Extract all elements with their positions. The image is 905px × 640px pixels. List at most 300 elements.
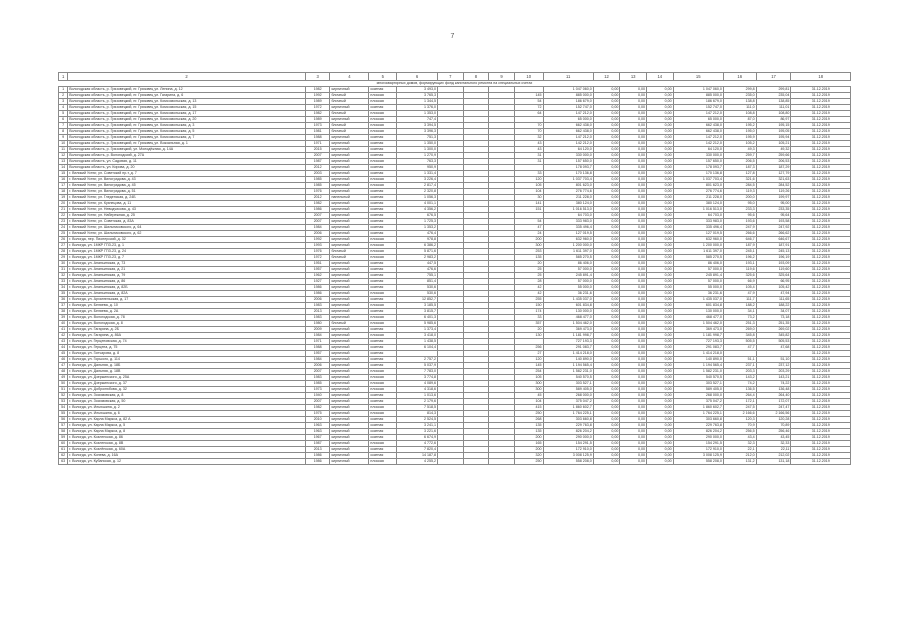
- table-cell: г. Вологда, ул. Архангельская, д. 17: [68, 297, 306, 303]
- table-cell: 1986: [305, 453, 330, 459]
- table-cell: 187,91: [756, 243, 791, 249]
- table-cell: кирпичный: [330, 183, 369, 189]
- table-cell: кирпичный: [330, 219, 369, 225]
- table-cell: 0,00: [620, 243, 647, 249]
- table-cell: 1 013,6: [397, 393, 438, 399]
- table-cell: 0,00: [620, 183, 647, 189]
- table-cell: 23: [59, 219, 68, 225]
- table-cell: г. Вологда, пер. Пионерский, д. 32: [68, 237, 306, 243]
- table-cell: 1973: [305, 387, 330, 393]
- table-cell: 131,2: [723, 459, 756, 465]
- table-cell: кирпичный: [330, 435, 369, 441]
- table-cell: 0,00: [647, 111, 674, 117]
- table-cell: 276 774,6: [543, 189, 593, 195]
- table-cell: 31.12.2019: [791, 441, 851, 447]
- table-cell: 0,00: [593, 279, 620, 285]
- table-cell: 31.12.2019: [791, 363, 851, 369]
- table-cell: 247,5: [723, 405, 756, 411]
- table-cell: 188,2: [723, 303, 756, 309]
- table-cell: 6 674,9: [397, 435, 438, 441]
- table-cell: блочный: [330, 249, 369, 255]
- table-cell: 54: [514, 219, 543, 225]
- table-cell: 31.12.2019: [791, 141, 851, 147]
- table-cell: 290 000,0: [673, 435, 723, 441]
- table-cell: 57 000,0: [673, 267, 723, 273]
- table-cell: 0,00: [593, 411, 620, 417]
- table-cell: 0,00: [647, 93, 674, 99]
- table-cell: 0,00: [620, 273, 647, 279]
- table-cell: 558 208,0: [673, 459, 723, 465]
- table-cell: плоская: [369, 159, 397, 165]
- table-cell: 0,00: [647, 177, 674, 183]
- table-cell: Вологодская область, р. Грязовецкий, пг. Грязовец ул. Комсомольская, д. 3: [68, 123, 306, 129]
- table-cell: 1 764 225,1: [673, 411, 723, 417]
- table-cell: 20: [59, 201, 68, 207]
- table-cell: 200: [514, 435, 543, 441]
- table-cell: 1989: [305, 117, 330, 123]
- table-cell: 1 860 602,7: [543, 405, 593, 411]
- table-cell: 646,7: [723, 237, 756, 243]
- table-cell: 0,00: [647, 447, 674, 453]
- table-cell: 1973: [305, 123, 330, 129]
- table-cell: 814,3: [397, 411, 438, 417]
- table-cell: 1985: [305, 177, 330, 183]
- table-cell: Вологодская область, р. Грязовецкий, пг. Грязовец ул. Комсомольская, д. 17: [68, 111, 306, 117]
- table-cell: 3: [59, 99, 68, 105]
- table-cell: Вологодская область, р. Грязовецкий, ул. Молодёжная, д. 14А: [68, 147, 306, 153]
- table-cell: 24: [514, 231, 543, 237]
- table-cell: 31.12.2019: [791, 195, 851, 201]
- table-cell: 291 083,7: [673, 345, 723, 351]
- table-cell: 540 570,5: [673, 375, 723, 381]
- table-cell: 1 504 462,0: [673, 321, 723, 327]
- table-cell: 0,00: [647, 345, 674, 351]
- table-cell: Вологодская область, р. Грязовецкий, пг. Грязовец ул. Комсомольская, д. 20: [68, 117, 306, 123]
- table-cell: 32: [514, 135, 543, 141]
- table-cell: 0,00: [620, 291, 647, 297]
- table-cell: 4 356,2: [397, 207, 438, 213]
- table-cell: 0,00: [647, 183, 674, 189]
- table-cell: 174: [514, 309, 543, 315]
- table-cell: 2007: [305, 153, 330, 159]
- table-cell: г. Вологда, ул. Гончарова, д. 8: [68, 351, 306, 357]
- table-cell: 0,00: [647, 243, 674, 249]
- table-cell: 104: [514, 399, 543, 405]
- table-cell: 49,3: [723, 147, 756, 153]
- table-cell: 0,00: [647, 135, 674, 141]
- table-cell: 200: [514, 237, 543, 243]
- column-number-row: [59, 73, 851, 81]
- table-cell: 0,00: [593, 369, 620, 375]
- table-cell: 0,00: [620, 369, 647, 375]
- table-cell: 0,00: [647, 453, 674, 459]
- table-cell: 1987: [305, 441, 330, 447]
- table-cell: 5 037,9: [397, 363, 438, 369]
- table-cell: 31.12.2019: [791, 159, 851, 165]
- table-cell: 51,1: [723, 357, 756, 363]
- table-cell: 447,5: [397, 261, 438, 267]
- table-cell: 105,42: [756, 285, 791, 291]
- table-cell: 299,81: [756, 87, 791, 93]
- table-cell: панельный: [330, 195, 369, 201]
- table-cell: 111,01: [756, 105, 791, 111]
- table-cell: плоская: [369, 129, 397, 135]
- table-cell: 31.12.2019: [791, 261, 851, 267]
- table-cell: 2015: [305, 147, 330, 153]
- table-cell: 54: [59, 405, 68, 411]
- table-cell: кирпичный: [330, 441, 369, 447]
- table-cell: 0,00: [647, 279, 674, 285]
- table-cell: 0,00: [593, 237, 620, 243]
- table-cell: 247,47: [756, 405, 791, 411]
- table-row: [59, 459, 851, 465]
- table-cell: скатная: [369, 285, 397, 291]
- table-cell: 170 136,8: [543, 171, 593, 177]
- table-cell: г. Вологда, ул. Гагарина, д. 86А: [68, 333, 306, 339]
- table-cell: г. Великий Устюг, ул. Виноградова, д. 43: [68, 177, 306, 183]
- table-cell: 193,1: [723, 261, 756, 267]
- table-cell: 6: [59, 117, 68, 123]
- table-cell: 42: [514, 285, 543, 291]
- table-cell: 111,65: [756, 297, 791, 303]
- table-cell: 727 193,3: [673, 339, 723, 345]
- table-cell: скатная: [369, 207, 397, 213]
- table-cell: 0,00: [647, 171, 674, 177]
- table-cell: 1967: [305, 435, 330, 441]
- table-cell: кирпичный: [330, 417, 369, 423]
- table-cell: 2 320,8: [397, 189, 438, 195]
- table-cell: скатная: [369, 273, 397, 279]
- table-cell: 138,8: [723, 99, 756, 105]
- table-cell: 256: [514, 345, 543, 351]
- table-cell: кирпичный: [330, 177, 369, 183]
- table-cell: кирпичный: [330, 297, 369, 303]
- table-cell: 31: [514, 153, 543, 159]
- table-cell: 1 582 231,0: [543, 369, 593, 375]
- table-cell: кирпичный: [330, 381, 369, 387]
- table-cell: г. Вологда, ул. Беляева, д. 10: [68, 303, 306, 309]
- table-cell: 31.12.2019: [791, 255, 851, 261]
- table-cell: кирпичный: [330, 327, 369, 333]
- table-cell: скатная: [369, 261, 397, 267]
- table-cell: 0,00: [647, 423, 674, 429]
- table-cell: 7: [59, 123, 68, 129]
- table-cell: 4 089,6: [397, 381, 438, 387]
- table-cell: 120,3: [723, 417, 756, 423]
- table-cell: 0,00: [647, 369, 674, 375]
- table-cell: плоская: [369, 99, 397, 105]
- table-cell: 264,40: [756, 393, 791, 399]
- column-number-cell: 13: [620, 73, 647, 81]
- table-cell: 31.12.2019: [791, 405, 851, 411]
- table-cell: 0,00: [647, 375, 674, 381]
- table-cell: 136,48: [756, 387, 791, 393]
- table-cell: г. Великий Устюг, ул. Виноградова, д. 45: [68, 183, 306, 189]
- table-cell: 65 000,0: [543, 117, 593, 123]
- table-cell: 203,3: [723, 369, 756, 375]
- table-cell: 380 124,0: [673, 201, 723, 207]
- table-cell: 31.12.2019: [791, 285, 851, 291]
- table-cell: 357: [514, 321, 543, 327]
- table-cell: 25: [514, 267, 543, 273]
- table-cell: 31.12.2019: [791, 267, 851, 273]
- table-cell: 0,00: [593, 351, 620, 357]
- table-cell: 31.12.2019: [791, 93, 851, 99]
- table-cell: 70,9: [723, 423, 756, 429]
- column-number-cell: 10: [514, 73, 543, 81]
- table-cell: 259,66: [756, 153, 791, 159]
- table-cell: 64 120,0: [543, 147, 593, 153]
- table-cell: г. Вологда, ул. Кубанская, д. 12: [68, 459, 306, 465]
- table-cell: 0,00: [647, 411, 674, 417]
- table-cell: 299,8: [723, 87, 756, 93]
- table-cell: 157 650,0: [673, 159, 723, 165]
- table-cell: кирпичный: [330, 267, 369, 273]
- table-cell: 31.12.2019: [791, 105, 851, 111]
- table-cell: 1962: [305, 273, 330, 279]
- table-cell: 1 373,4: [397, 327, 438, 333]
- table-cell: кирпичный: [330, 351, 369, 357]
- table-cell: 31.12.2019: [791, 327, 851, 333]
- table-cell: 31.12.2019: [791, 303, 851, 309]
- table-cell: 143,2: [723, 375, 756, 381]
- table-cell: 211 228,0: [543, 195, 593, 201]
- table-cell: 4 318,6: [397, 387, 438, 393]
- table-cell: 195,94: [756, 135, 791, 141]
- table-cell: 165: [514, 441, 543, 447]
- capital-repair-table: [58, 72, 851, 465]
- table-cell: 1983: [305, 375, 330, 381]
- table-cell: кирпичный: [330, 303, 369, 309]
- table-cell: 0,00: [620, 153, 647, 159]
- table-cell: 4 001,1: [397, 201, 438, 207]
- table-cell: 0,00: [620, 189, 647, 195]
- table-cell: 0,00: [620, 321, 647, 327]
- table-cell: г. Вологда, ул. Дальняя, д. 18В: [68, 369, 306, 375]
- table-cell: кирпичный: [330, 399, 369, 405]
- table-cell: 369 473,0: [543, 327, 593, 333]
- table-cell: 31.12.2019: [791, 297, 851, 303]
- table-cell: Вологодская область, р. Грязовецкий, пг. Грязовец ул. Ленина, д. 12: [68, 87, 306, 93]
- table-cell: 3 008 125,9: [673, 453, 723, 459]
- table-cell: 335 496,4: [673, 225, 723, 231]
- table-cell: кирпичный: [330, 345, 369, 351]
- table-cell: 601 834,8: [673, 303, 723, 309]
- table-cell: 1 611 397,0: [543, 249, 593, 255]
- table-cell: 0,00: [620, 129, 647, 135]
- table-cell: скатная: [369, 339, 397, 345]
- table-cell: 31.12.2019: [791, 219, 851, 225]
- table-cell: 468 477,0: [543, 315, 593, 321]
- table-cell: 662 438,0: [673, 123, 723, 129]
- table-cell: 0,00: [647, 333, 674, 339]
- table-cell: 6 401,3: [397, 315, 438, 321]
- table-cell: г. Вологда, ул. Ильюшина, д. 6: [68, 411, 306, 417]
- table-cell: 32,33: [756, 441, 791, 447]
- table-cell: скатная: [369, 231, 397, 237]
- table-cell: 47,9: [723, 291, 756, 297]
- table-cell: 0,00: [647, 363, 674, 369]
- table-cell: 1 200 000,0: [543, 243, 593, 249]
- table-cell: скатная: [369, 357, 397, 363]
- table-cell: кирпичный: [330, 237, 369, 243]
- table-cell: 145: [514, 93, 543, 99]
- table-cell: плоская: [369, 255, 397, 261]
- table-cell: 3 774,8: [397, 375, 438, 381]
- table-cell: 195,15: [756, 123, 791, 129]
- column-number-cell: 12: [593, 73, 620, 81]
- table-cell: 31.12.2019: [791, 333, 851, 339]
- table-cell: г. Вологда, ул. Добролюбова, д. 32: [68, 387, 306, 393]
- table-cell: 1963: [305, 429, 330, 435]
- table-cell: 0,00: [593, 303, 620, 309]
- table-cell: 0,00: [620, 333, 647, 339]
- table-cell: 34: [59, 285, 68, 291]
- table-cell: 141: [514, 201, 543, 207]
- table-cell: 0,00: [620, 339, 647, 345]
- table-cell: 268 000,0: [543, 393, 593, 399]
- table-cell: скатная: [369, 135, 397, 141]
- table-cell: 0,00: [593, 393, 620, 399]
- table-cell: 64 703,0: [543, 213, 593, 219]
- table-cell: 0,00: [647, 309, 674, 315]
- table-cell: г. Вологда, ул. 1МКР ГПЗ-23, д. 7: [68, 255, 306, 261]
- table-cell: блочный: [330, 321, 369, 327]
- table-cell: 0,00: [593, 423, 620, 429]
- table-cell: кирпичный: [330, 447, 369, 453]
- table-cell: плоская: [369, 387, 397, 393]
- table-cell: 31.12.2019: [791, 231, 851, 237]
- table-cell: 22,1: [723, 447, 756, 453]
- table-cell: 254: [514, 369, 543, 375]
- table-cell: 0,00: [647, 261, 674, 267]
- table-cell: 826 204,2: [673, 429, 723, 435]
- table-cell: 0,00: [593, 441, 620, 447]
- table-cell: 31.12.2019: [791, 207, 851, 213]
- table-cell: 0,00: [593, 231, 620, 237]
- table-cell: 335 496,4: [543, 225, 593, 231]
- table-cell: г. Вологда, ул. Беляева, д. 2А: [68, 309, 306, 315]
- table-cell: [438, 459, 464, 465]
- table-cell: 172 910,0: [673, 447, 723, 453]
- table-cell: 154 291,5: [673, 441, 723, 447]
- table-cell: кирпичный: [330, 165, 369, 171]
- table-cell: 31.12.2019: [791, 171, 851, 177]
- table-cell: 0,00: [620, 225, 647, 231]
- table-cell: 1 194 565,4: [543, 363, 593, 369]
- table-cell: 30: [59, 261, 68, 267]
- table-cell: кирпичный: [330, 231, 369, 237]
- table-cell: плоская: [369, 183, 397, 189]
- table-cell: 130 000,0: [543, 309, 593, 315]
- table-cell: кирпичный: [330, 141, 369, 147]
- table-cell: г. Великий Устюг, ул. Набережная, д. 25: [68, 213, 306, 219]
- table-cell: 0,00: [620, 423, 647, 429]
- table-cell: 31.12.2019: [791, 135, 851, 141]
- table-cell: 8: [59, 129, 68, 135]
- table-cell: г. Вологда, ул. Ананьинская, д. 79: [68, 273, 306, 279]
- table-cell: 0,00: [647, 351, 674, 357]
- table-cell: 978,8: [397, 237, 438, 243]
- table-cell: 1986: [305, 291, 330, 297]
- table-cell: 211 228,0: [673, 195, 723, 201]
- table-cell: 3 396,3: [397, 129, 438, 135]
- table-cell: 5 985,6: [397, 321, 438, 327]
- table-cell: 233,35: [756, 207, 791, 213]
- table-cell: 206,53: [756, 159, 791, 165]
- table-cell: 36 231,6: [673, 291, 723, 297]
- table-cell: 4 772,6: [397, 441, 438, 447]
- table-cell: 0,00: [647, 141, 674, 147]
- table-cell: 70: [514, 129, 543, 135]
- table-cell: 95,64: [756, 213, 791, 219]
- table-cell: 195,05: [756, 129, 791, 135]
- table-cell: 31.12.2019: [791, 393, 851, 399]
- table-cell: 0,00: [647, 117, 674, 123]
- table-cell: 55 000,0: [543, 285, 593, 291]
- table-cell: 39: [59, 315, 68, 321]
- table-cell: 0,00: [620, 279, 647, 285]
- table-cell: 0,00: [593, 435, 620, 441]
- table-cell: 3 241,1: [397, 423, 438, 429]
- table-cell: скатная: [369, 345, 397, 351]
- table-cell: 0,00: [647, 273, 674, 279]
- table-cell: блочный: [330, 111, 369, 117]
- table-cell: 47,7: [723, 345, 756, 351]
- table-cell: 2009: [305, 327, 330, 333]
- table-cell: 0,00: [647, 303, 674, 309]
- table-cell: 31.12.2019: [791, 177, 851, 183]
- table-cell: 632 960,0: [673, 237, 723, 243]
- table-cell: 2012: [305, 195, 330, 201]
- table-cell: 0,00: [620, 429, 647, 435]
- table-cell: 245,13: [756, 249, 791, 255]
- column-number-cell: 11: [543, 73, 593, 81]
- table-cell: 0,00: [620, 375, 647, 381]
- table-cell: 147 212,0: [673, 111, 723, 117]
- table-cell: 33: [59, 279, 68, 285]
- table-cell: 31.12.2019: [791, 309, 851, 315]
- table-cell: г. Вологда, ул. Ананьинская, д. 73: [68, 261, 306, 267]
- table-cell: скатная: [369, 351, 397, 357]
- table-cell: 0,00: [620, 255, 647, 261]
- table-cell: 0,00: [647, 267, 674, 273]
- table-cell: 196,2: [723, 255, 756, 261]
- table-cell: 0,00: [620, 297, 647, 303]
- table-cell: скатная: [369, 423, 397, 429]
- table-cell: 33: [514, 315, 543, 321]
- table-cell: кирпичный: [330, 213, 369, 219]
- table-cell: 12 852,7: [397, 297, 438, 303]
- table-cell: кирпичный: [330, 453, 369, 459]
- table-cell: 505,5: [723, 339, 756, 345]
- column-number-cell: 2: [68, 73, 306, 81]
- table-cell: 0,00: [647, 291, 674, 297]
- table-cell: 31.12.2019: [791, 111, 851, 117]
- table-cell: г. Вологда, ул. Зосимовская, д. 50: [68, 399, 306, 405]
- table-cell: 1982: [305, 87, 330, 93]
- table-cell: г. Великий Устюг, ул. Советский пр-т, д. 7: [68, 171, 306, 177]
- table-cell: 57: [59, 423, 68, 429]
- table-cell: скатная: [369, 219, 397, 225]
- table-cell: 31.12.2019: [791, 459, 851, 465]
- table-cell: 2010: [305, 417, 330, 423]
- table-cell: кирпичный: [330, 429, 369, 435]
- table-cell: 303 660,8: [673, 417, 723, 423]
- table-cell: плоская: [369, 117, 397, 123]
- table-cell: 0,00: [620, 87, 647, 93]
- table-cell: 2013: [305, 447, 330, 453]
